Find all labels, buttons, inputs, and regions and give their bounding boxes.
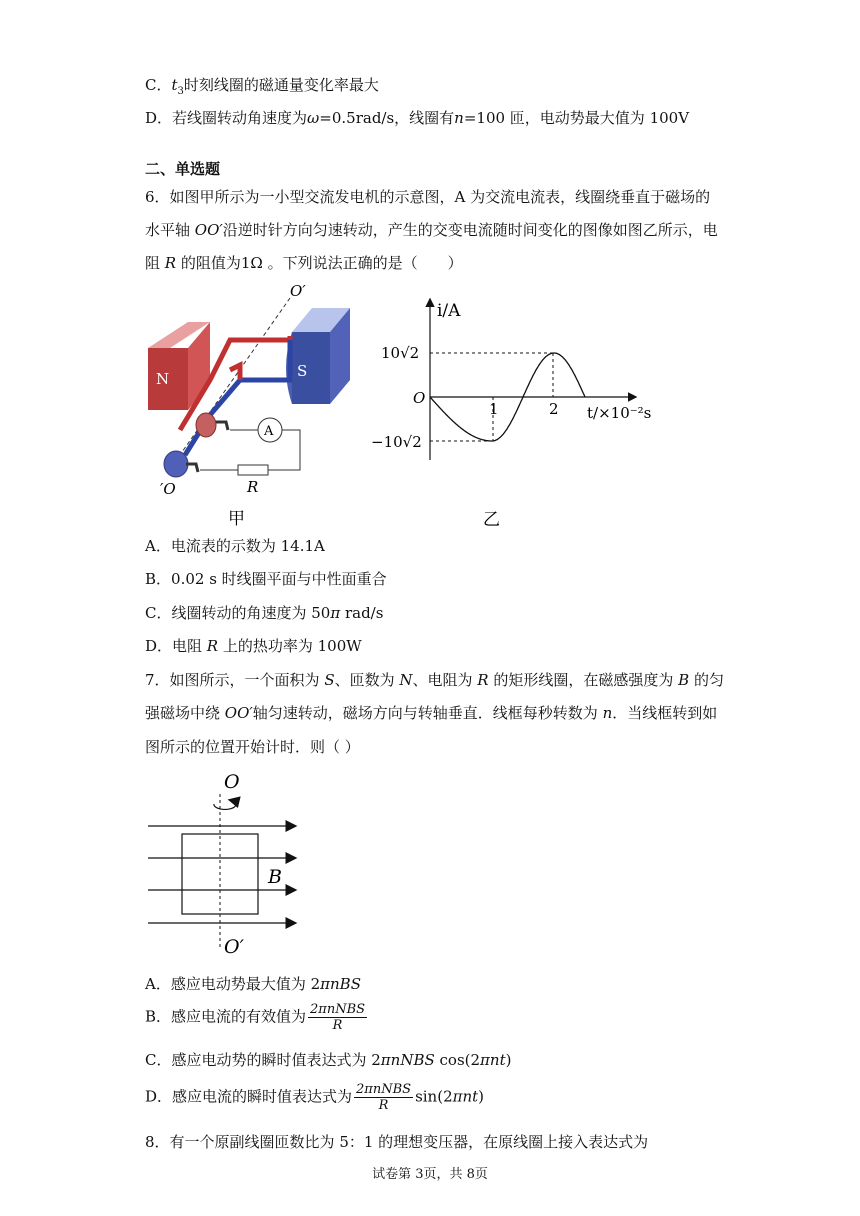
label-b: B	[268, 866, 282, 888]
generator-diagram	[140, 280, 370, 530]
x-tick-1: 1	[489, 400, 499, 418]
coil-diagram	[140, 768, 310, 963]
q7-option-a: A．感应电动势最大值为 2πnBS	[145, 975, 361, 993]
q7-option-b: B．感应电流的有效值为 $\frac{\text{2πnNBS}}{R}$	[145, 1002, 366, 1033]
q6-option-a: A．电流表的示数为 14.1A	[145, 537, 325, 555]
q6-stem-line2: 水平轴 OO′沿逆时针方向匀速转动，产生的交变电流随时间变化的图像如图乙所示，电	[145, 221, 718, 239]
x-tick-2: 2	[549, 400, 559, 418]
q5-option-c: C．$t_3$时刻线圈的磁通量变化率最大	[145, 76, 379, 97]
label-o-bottom: ′O	[160, 480, 176, 498]
y-tick-max: 10√2	[381, 344, 420, 362]
q7-option-c: C．感应电动势的瞬时值表达式为 2πnNBS cos(2πnt)	[145, 1051, 512, 1069]
label-o: O	[224, 771, 240, 793]
y-tick-min: −10√2	[371, 433, 422, 451]
rotation-arrow-icon	[214, 800, 236, 809]
q5-option-d: D．若线圈转动角速度为ω=0.5rad/s，线圈有n=100 匝，电动势最大值为 100V	[145, 109, 690, 127]
q7-stem-line3: 图所示的位置开始计时．则（ ）	[145, 738, 360, 756]
label-r: R	[247, 478, 259, 496]
x-axis-label: t/×10⁻²s	[587, 404, 652, 422]
q6-option-d: D．电阻 R 上的热功率为 100W	[145, 637, 362, 655]
label-o-prime: O′	[224, 936, 244, 958]
q6-option-c: C．线圈转动的角速度为 50π rad/s	[145, 604, 384, 622]
label-ammeter: A	[264, 424, 274, 439]
q7-option-d: D．感应电流的瞬时值表达式为 $\frac{\text{2πnNBS}}{R}$ sin(2πnt)	[145, 1082, 485, 1113]
page-footer: 试卷第 3页，共 8页	[372, 1167, 488, 1182]
label-n: N	[156, 370, 170, 388]
origin-label: O	[413, 389, 426, 407]
q7-stem-line2: 强磁场中绕 OO′轴匀速转动，磁场方向与转轴垂直．线框每秒转数为 n．当线框转到如	[145, 704, 718, 722]
section-title: 二、单选题	[145, 160, 221, 178]
caption-yi: 乙	[483, 510, 500, 530]
caption-jia: 甲	[228, 509, 245, 529]
q8-stem: 8．有一个原副线圈匝数比为 5：1 的理想变压器，在原线圈上接入表达式为	[145, 1133, 649, 1151]
q6-option-b: B．0.02 s 时线圈平面与中性面重合	[145, 570, 387, 588]
label-o-top: O′	[290, 282, 306, 300]
current-time-chart	[365, 290, 675, 535]
label-s: S	[297, 362, 308, 380]
q6-stem-line3: 阻 R 的阻值为1Ω 。下列说法正确的是（ ）	[145, 254, 463, 272]
q6-stem-line1: 6．如图甲所示为一小型交流发电机的示意图，A 为交流电流表，线圈绕垂直于磁场的	[145, 188, 711, 206]
y-axis-label: i/A	[437, 301, 461, 321]
q7-stem-line1: 7．如图所示，一个面积为 S、匝数为 N、电阻为 R 的矩形线圈，在磁感强度为 B 的匀	[145, 671, 724, 689]
